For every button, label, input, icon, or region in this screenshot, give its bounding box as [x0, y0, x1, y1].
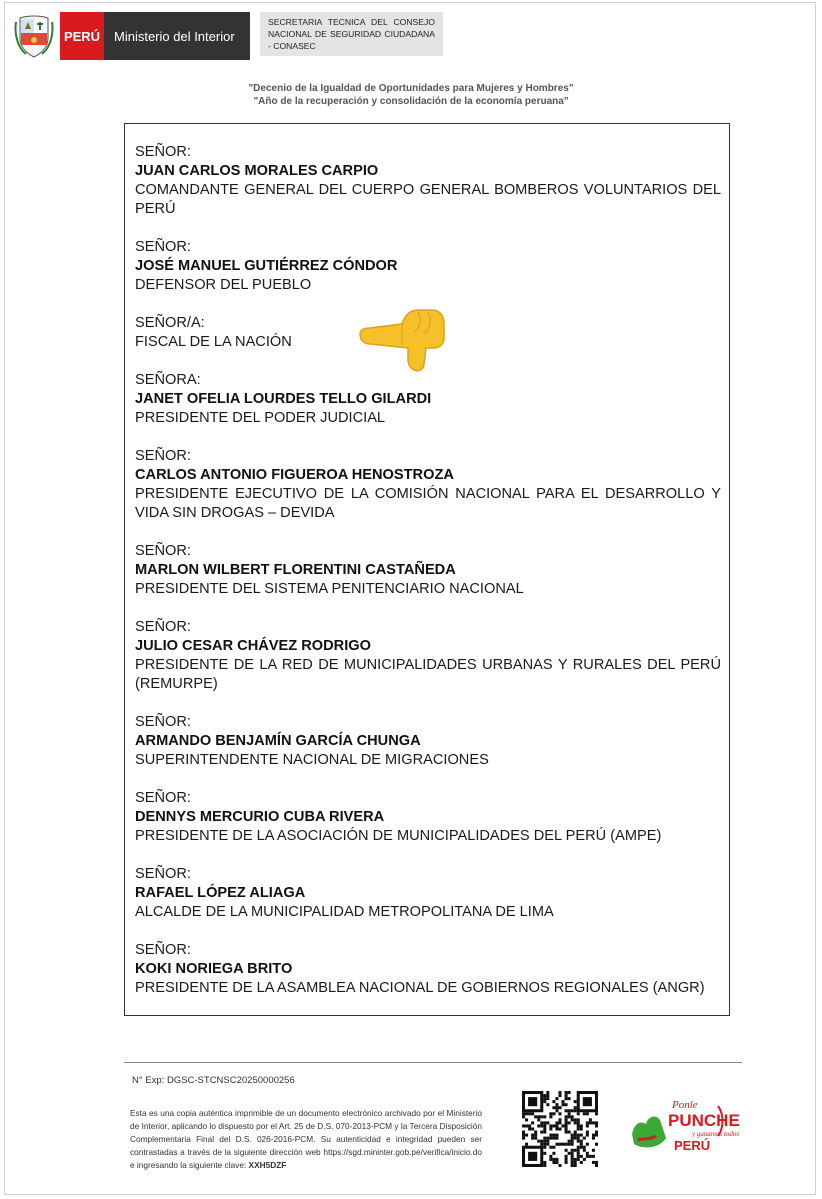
recipient-name: DENNYS MERCURIO CUBA RIVERA	[135, 809, 385, 825]
recipient-name: JUAN CARLOS MORALES CARPIO	[135, 163, 379, 179]
expedient-number: N° Exp: DGSC-STCNSC20250000256	[132, 1075, 295, 1086]
recipient-title: PRESIDENTE DEL SISTEMA PENITENCIARIO NACIONAL	[135, 581, 524, 597]
recipient-entry	[135, 143, 721, 219]
recipient-salutation: SEÑOR:	[135, 714, 191, 730]
ministry-label: Ministerio del Interior	[104, 12, 250, 60]
recipient-title: PRESIDENTE DE LA ASOCIACIÓN DE MUNICIPALIDADES DEL PERÚ (AMPE)	[135, 828, 662, 844]
slogan-line-1: "Decenio de la Igualdad de Oportunidades para Mujeres y Hombres"	[248, 83, 574, 94]
recipient-name: JULIO CESAR CHÁVEZ RODRIGO	[135, 638, 371, 654]
recipient-entry	[135, 447, 721, 523]
recipient-salutation: SEÑOR:	[135, 942, 191, 958]
authenticity-text: Esta es una copia auténtica imprimible de un documento electrónico archivado por el Ministerio de Interior, aplicando lo dispuesto por el Art. 25 de D.S. 070-2013-PCM y la Tercera Disposición Complementaria Final del D.S. 026-2016-PCM. Su autenticidad e integridad pueden ser contrastadas a través de la siguiente dirección web https://sgd.mininter.gob.pe/verifica/inicio.do e ingresando la siguiente clave:	[130, 1108, 482, 1170]
letterhead	[14, 12, 443, 60]
recipient-salutation: SEÑOR/A:	[135, 315, 205, 331]
recipient-salutation: SEÑOR:	[135, 543, 191, 559]
recipient-entry	[135, 713, 721, 770]
peru-label: PERÚ	[60, 12, 104, 60]
footer-divider	[124, 1062, 742, 1063]
recipient-title: DEFENSOR DEL PUEBLO	[135, 277, 312, 293]
recipient-name: JANET OFELIA LOURDES TELLO GILARDI	[135, 391, 432, 407]
recipient-name: JOSÉ MANUEL GUTIÉRREZ CÓNDOR	[135, 258, 398, 274]
recipient-name: MARLON WILBERT FLORENTINI CASTAÑEDA	[135, 562, 456, 578]
recipient-name: RAFAEL LÓPEZ ALIAGA	[135, 885, 306, 901]
recipient-title: PRESIDENTE DE LA ASAMBLEA NACIONAL DE GOBIERNOS REGIONALES (ANGR)	[135, 980, 705, 996]
recipient-salutation: SEÑOR:	[135, 619, 191, 635]
authenticity-notice	[130, 1107, 482, 1172]
recipient-salutation: SEÑOR:	[135, 239, 191, 255]
recipient-entry	[135, 371, 721, 428]
recipient-title: ALCALDE DE LA MUNICIPALIDAD METROPOLITANA DE LIMA	[135, 904, 554, 920]
slogan-line-2: "Año de la recuperación y consolidación de la economía peruana"	[253, 96, 569, 107]
recipient-salutation: SEÑOR:	[135, 790, 191, 806]
verification-key: XXH5DZF	[248, 1160, 287, 1170]
thumbs-down-icon	[356, 304, 448, 374]
recipient-name: KOKI NORIEGA BRITO	[135, 961, 293, 977]
recipient-title: FISCAL DE LA NACIÓN	[135, 334, 292, 350]
recipient-entry	[135, 238, 721, 295]
recipient-title: PRESIDENTE DE LA RED DE MUNICIPALIDADES URBANAS Y RURALES DEL PERÚ (REMURPE)	[135, 657, 721, 692]
recipient-entry	[135, 618, 721, 694]
qr-code-icon	[522, 1091, 598, 1167]
svg-text:Ponle: Ponle	[672, 1099, 698, 1111]
recipient-title: SUPERINTENDENTE NACIONAL DE MIGRACIONES	[135, 752, 489, 768]
recipients-box	[124, 123, 730, 1016]
recipient-title: COMANDANTE GENERAL DEL CUERPO GENERAL BOMBEROS VOLUNTARIOS DEL PERÚ	[135, 182, 721, 217]
svg-text:PERÚ: PERÚ	[674, 1138, 711, 1153]
recipient-salutation: SEÑORA:	[135, 372, 201, 388]
svg-text:y ganamos todos: y ganamos todos	[692, 1130, 740, 1138]
recipient-title: PRESIDENTE EJECUTIVO DE LA COMISIÓN NACIONAL PARA EL DESARROLLO Y VIDA SIN DROGAS – DEVIDA	[135, 486, 721, 521]
recipient-entry	[135, 941, 721, 998]
recipient-salutation: SEÑOR:	[135, 448, 191, 464]
recipient-name: CARLOS ANTONIO FIGUEROA HENOSTROZA	[135, 467, 454, 483]
recipient-name: ARMANDO BENJAMÍN GARCÍA CHUNGA	[135, 733, 421, 749]
recipient-title: PRESIDENTE DEL PODER JUDICIAL	[135, 410, 386, 426]
svg-text:PUNCHE: PUNCHE	[668, 1111, 740, 1130]
peru-coat-of-arms-icon	[14, 12, 54, 60]
recipient-entry	[135, 865, 721, 922]
recipient-salutation: SEÑOR:	[135, 144, 191, 160]
recipient-salutation: SEÑOR:	[135, 866, 191, 882]
slogans	[0, 82, 822, 108]
secretaria-label: SECRETARIA TECNICA DEL CONSEJO NACIONAL DE SEGURIDAD CIUDADANA - CONASEC	[260, 12, 443, 56]
ponle-punche-logo	[626, 1094, 740, 1154]
recipient-entry	[135, 542, 721, 599]
recipient-entry	[135, 789, 721, 846]
